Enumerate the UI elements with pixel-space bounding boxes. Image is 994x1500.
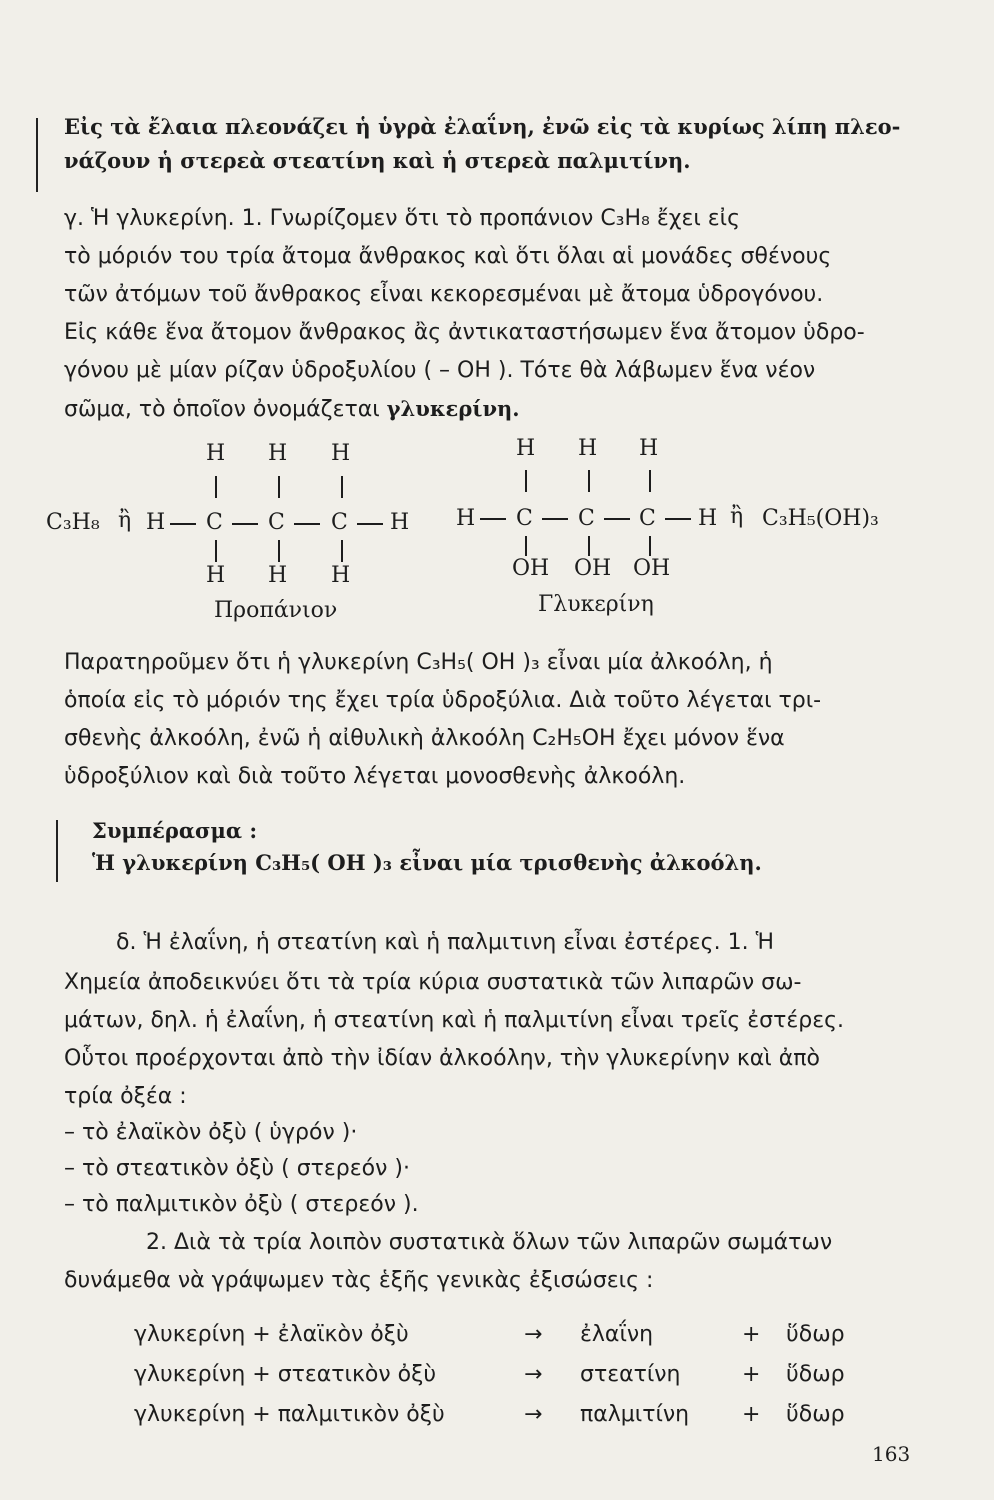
or-symbol-1: ἢ [118, 508, 132, 533]
propane-bond-top-2 [278, 476, 280, 498]
equation-2-water: ὕδωρ [786, 1362, 845, 1387]
propane-bond-top-3 [341, 476, 343, 498]
equation-1-product: ἐλαΐνη [580, 1322, 654, 1347]
equation-1-left: γλυκερίνη + ἐλαϊκὸν ὀξὺ [134, 1322, 409, 1347]
structural-formulas [0, 0, 994, 640]
section-d-line-10: δυνάμεθα νὰ γράψωμεν τὰς ἑξῆς γενικὰς ἐξισώσεις : [64, 1268, 654, 1293]
propane-c-3: C [331, 510, 348, 535]
propane-h-bot-2: H [268, 563, 288, 588]
glycerin-h-top-2: H [578, 436, 598, 461]
propane-label: Προπάνιον [214, 598, 338, 623]
propane-h-left: H [146, 510, 166, 535]
observation-line-1: Παρατηροῦμεν ὅτι ἡ γλυκερίνη C₃H₅( OH )₃ εἶναι μία ἀλκοόλη, ἡ [64, 650, 773, 675]
section-g-line-4: Εἰς κάθε ἕνα ἄτομον ἄνθρακος ἂς ἀντικαταστήσωμεν ἕνα ἄτομον ὑδρο- [64, 320, 865, 345]
observation-line-4: ὑδροξύλιον καὶ διὰ τοῦτο λέγεται μονοσθενὴς ἀλκοόλη. [64, 764, 686, 789]
propane-h-bot-1: H [206, 563, 226, 588]
propane-c-1: C [206, 510, 223, 535]
propane-h-top-2: H [268, 441, 288, 466]
section-g-line-5: γόνου μὲ μίαν ρίζαν ὑδροξυλίου ( – ΟΗ ). Τότε θὰ λάβωμεν ἕνα νέον [64, 358, 816, 383]
or-symbol-2: ἢ [730, 504, 744, 529]
glycerin-h-top-1: H [516, 436, 536, 461]
glycerin-bond-h1 [480, 518, 506, 520]
equation-1-arrow: → [524, 1322, 543, 1347]
section-d-line-9: 2. Διὰ τὰ τρία λοιπὸν συστατικὰ ὅλων τῶν λιπαρῶν σωμάτων [146, 1230, 833, 1255]
propane-bond-c2c3 [294, 523, 320, 525]
acid-item-3: – τὸ παλμιτικὸν ὀξὺ ( στερεόν ). [64, 1192, 419, 1217]
glycerin-c-1: C [516, 506, 533, 531]
propane-formula: C₃H₈ [46, 510, 100, 535]
glycerin-c-3: C [639, 506, 656, 531]
equation-2-arrow: → [524, 1362, 543, 1387]
glycerin-bond-bot-2 [588, 536, 590, 556]
section-g-line-1: γ. Ἡ γλυκερίνη. 1. Γνωρίζομεν ὅτι τὸ προπάνιον C₃H₈ ἔχει εἰς [64, 206, 741, 231]
glycerin-c-2: C [578, 506, 595, 531]
propane-h-top-1: H [206, 441, 226, 466]
equation-3-arrow: → [524, 1402, 543, 1427]
equation-3-left: γλυκερίνη + παλμιτικὸν ὀξὺ [134, 1402, 445, 1427]
glycerin-bond-c3h [665, 518, 691, 520]
glycerin-bond-bot-3 [649, 536, 651, 556]
observation-line-2: ὁποία εἰς τὸ μόριόν της ἔχει τρία ὑδροξύλια. Διὰ τοῦτο λέγεται τρι- [64, 688, 822, 713]
box-line-2: νάζουν ἡ στερεὰ στεατίνη καὶ ἡ στερεὰ παλμιτίνη. [64, 148, 691, 173]
equation-2-plus: + [742, 1362, 761, 1387]
section-d-line-4: Οὗτοι προέρχονται ἀπὸ τὴν ἰδίαν ἀλκοόλην, τὴν γλυκερίνην καὶ ἀπὸ [64, 1046, 820, 1071]
propane-bond-bot-3 [341, 540, 343, 562]
section-d-line-1: δ. Ἡ ἐλαΐνη, ἡ στεατίνη καὶ ἡ παλμιτινη εἶναι ἐστέρες. 1. Ἡ [116, 930, 774, 955]
propane-h-right: H [390, 510, 410, 535]
conclusion-bar [56, 820, 58, 882]
equation-3-water: ὕδωρ [786, 1402, 845, 1427]
glycerin-bond-c2c3 [604, 518, 630, 520]
propane-bond-top-1 [215, 476, 217, 498]
observation-line-3: σθενὴς ἀλκοόλη, ἐνῶ ἡ αἰθυλικὴ ἀλκοόλη C₂H₅OH ἔχει μόνον ἕνα [64, 726, 785, 751]
equation-2-product: στεατίνη [580, 1362, 681, 1387]
equation-2-left: γλυκερίνη + στεατικὸν ὀξὺ [134, 1362, 437, 1387]
propane-bond-c3h [357, 523, 383, 525]
glycerin-h-top-3: H [639, 436, 659, 461]
propane-bond-c1c2 [232, 523, 258, 525]
glycerin-label: Γλυκερίνη [538, 592, 654, 617]
page-number: 163 [872, 1442, 911, 1466]
glycerin-bond-bot-1 [525, 536, 527, 556]
section-g-last-text: σῶμα, τὸ ὁποῖον ὀνομάζεται [64, 397, 387, 422]
propane-bond-h1 [170, 523, 196, 525]
glycerin-term: γλυκερίνη. [386, 396, 520, 421]
propane-bond-bot-2 [278, 540, 280, 562]
acid-item-2: – τὸ στεατικὸν ὀξὺ ( στερεόν )· [64, 1156, 410, 1181]
section-g-line-3: τῶν ἀτόμων τοῦ ἄνθρακος εἶναι κεκορεσμέναι μὲ ἄτομα ὑδρογόνου. [64, 282, 824, 307]
section-d-line-2: Χημεία ἀποδεικνύει ὅτι τὰ τρία κύρια συστατικὰ τῶν λιπαρῶν σω- [64, 970, 802, 995]
glycerin-bond-top-1 [525, 470, 527, 492]
equation-1-plus: + [742, 1322, 761, 1347]
section-d-line-5: τρία ὀξέα : [64, 1084, 187, 1109]
glycerin-formula: C₃H₅(OH)₃ [762, 506, 879, 531]
equation-3-product: παλμιτίνη [580, 1402, 690, 1427]
glycerin-bond-top-3 [649, 470, 651, 492]
glycerin-oh-2: OH [574, 556, 612, 581]
equation-3-plus: + [742, 1402, 761, 1427]
propane-c-2: C [268, 510, 285, 535]
equation-1-water: ὕδωρ [786, 1322, 845, 1347]
glycerin-oh-3: OH [633, 556, 671, 581]
glycerin-bond-top-2 [588, 470, 590, 492]
section-d-line-3: μάτων, δηλ. ἡ ἐλαΐνη, ἡ στεατίνη καὶ ἡ παλμιτίνη εἶναι τρεῖς ἐστέρες. [64, 1008, 845, 1033]
glycerin-bond-c1c2 [542, 518, 568, 520]
acid-item-1: – τὸ ἐλαϊκὸν ὀξὺ ( ὑγρόν )· [64, 1120, 358, 1145]
glycerin-h-right: H [698, 506, 718, 531]
box-line-1: Εἰς τὰ ἔλαια πλεονάζει ἡ ὑγρὰ ἐλαΐνη, ἐνῶ εἰς τὰ κυρίως λίπη πλεο- [64, 114, 901, 139]
propane-h-top-3: H [331, 441, 351, 466]
propane-h-bot-3: H [331, 563, 351, 588]
conclusion-title: Συμπέρασμα : [92, 818, 258, 843]
section-g-line-2: τὸ μόριόν του τρία ἄτομα ἄνθρακος καὶ ὅτι ὅλαι αἱ μονάδες σθένους [64, 244, 832, 269]
glycerin-oh-1: OH [512, 556, 550, 581]
glycerin-h-left: H [456, 506, 476, 531]
conclusion-text: Ἡ γλυκερίνη C₃H₅( OH )₃ εἶναι μία τρισθενὴς ἀλκοόλη. [92, 850, 762, 875]
propane-bond-bot-1 [215, 540, 217, 562]
